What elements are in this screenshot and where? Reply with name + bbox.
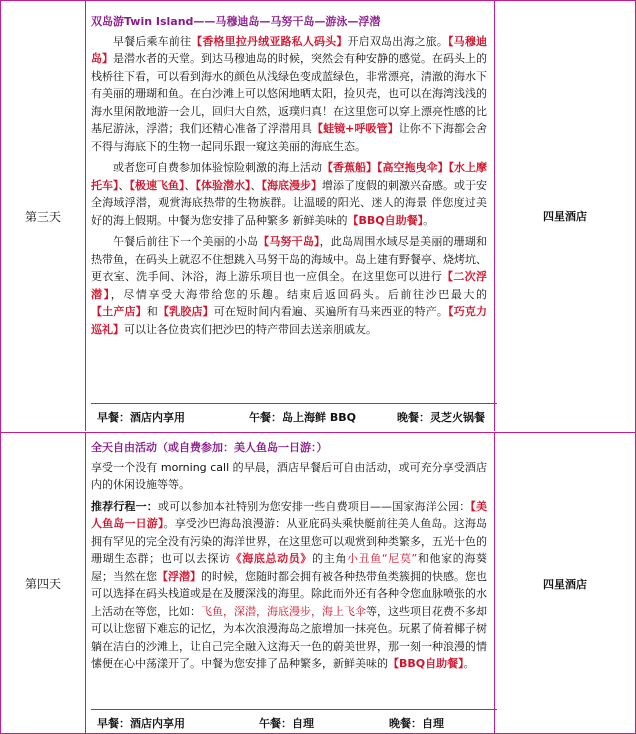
day3-row xyxy=(1,1,635,431)
hotel-label: 四星酒店 xyxy=(494,1,635,431)
dinner: 晚餐：灵芝火锅餐 xyxy=(397,411,485,424)
paragraph: 午餐后前往下一个美丽的小岛【马努干岛】，此岛周围水域尽是美丽的珊瑚和热带鱼，在码头上就忍不住想跳入马努干岛的海域中。岛上建有野餐亭、烧烤坑、更衣室、洗手间、沐浴，海上游乐项目也一应俱全。在这里您可以进行【二次浮潜】，尽情享受大海带给您的乐趣。结束后返回码头。后前往沙巴最大的【土产店】和【乳胶店】可在短时间内看遍、买遍所有马来西亚的特产。【巧克力巡礼】可以让各位贵宾们把沙巴的特产带回去送亲朋戚友。 xyxy=(91,235,488,336)
breakfast: 早餐：酒店内享用 xyxy=(97,411,185,424)
breakfast: 早餐：酒店内享用 xyxy=(97,717,185,730)
day-content xyxy=(91,439,487,677)
paragraph: 推荐行程一：或可以参加本社特别为您安排一些自费项目——国家海洋公园：【美人鱼岛一日游】。享受沙巴海岛浪漫游：从亚庇码头乘快艇前往美人鱼岛。这海岛拥有罕见的完全没有污染的海洋世界，在这里您可以观赏到种类繁多，五光十色的珊瑚生态群；也可以去探访《海底总动员》的主角小丑鱼“尼莫”和他家的海葵屋；当然在您【浮潜】的时候，您随时都会拥有被各种热带鱼类簇拥的快感。您也可以选择在码头栈道或是在及腰深浅的海里。除此而外还有各种令您血脉喷张的水上活动在等您，比如：飞鱼，深潜，海底漫步，海上飞伞等，这些项目花费不多却可以让您留下难忘的记忆，为本次浪漫海岛之旅增加一抹亮色。玩累了倚着椰子树躺在洁白的沙滩上，让自己完全融入这海天一色的蔚美世界，那一刻一种浪漫的情愫便在心中荡漾开了。中餐为您安排了品种繁多，新鲜美味的【BBQ自助餐】。 xyxy=(91,499,488,670)
paragraph: 享受一个没有 morning call 的早晨，酒店早餐后可自由活动，或可充分享受酒店内的休闲设施等等。 xyxy=(91,460,487,491)
day-content xyxy=(91,13,487,342)
day-title: 双岛游Twin Island——马穆迪岛—马努干岛—游泳—浮潜 xyxy=(91,15,381,28)
hotel-label: 四星酒店 xyxy=(494,433,635,734)
day-label: 第三天 xyxy=(1,1,86,431)
paragraph: 或者您可自费参加体验惊险刺激的海上活动【香蕉船】【高空拖曳伞】【水上摩托车】、【极速飞鱼】、【体验潜水】、【海底漫步】增添了度假的刺激兴奋感。或于安全海域浮潜，观赏海底热带的生物族群。让温暖的阳光、迷人的海景 伴您度过美好的海上假期。中餐为您安排了品种繁多 新鲜美味的【BBQ自助餐】。 xyxy=(91,161,487,227)
paragraph: 早餐后乘车前往【香格里拉丹绒亚路私人码头】开启双岛出海之旅。【马穆迪岛】是潜水者的天堂。到达马穆迪岛的时候，突然会有种安静的感觉。在码头上的栈桥往下看，可以看到海水的颜色从浅绿色变成蓝绿色，非常漂亮，清澈的海水下有美丽的珊瑚和鱼。在白沙滩上可以悠闲地晒太阳，捡贝壳，也可以在海湾浅浅的海水里闲散地游一会儿，回归大自然，返璞归真！在这里您可以穿上漂亮性感的比基尼游泳，浮潜；我们还精心准备了浮潜用具【蛙镜+呼吸管】让你不下海都会舍不得与海底下的生物一起同乐跟一窥这美丽的海底生态。 xyxy=(91,34,488,153)
day-label: 第四天 xyxy=(1,433,86,734)
day-title: 全天自由活动（或自费参加：美人鱼岛一日游：） xyxy=(91,441,328,454)
day4-row xyxy=(1,432,635,734)
meals-row xyxy=(91,709,497,732)
lunch: 午餐：自理 xyxy=(259,717,314,730)
lunch: 午餐：岛上海鲜 BBQ xyxy=(249,411,356,424)
dinner: 晚餐：自理 xyxy=(389,717,444,730)
meals-row xyxy=(91,403,497,426)
